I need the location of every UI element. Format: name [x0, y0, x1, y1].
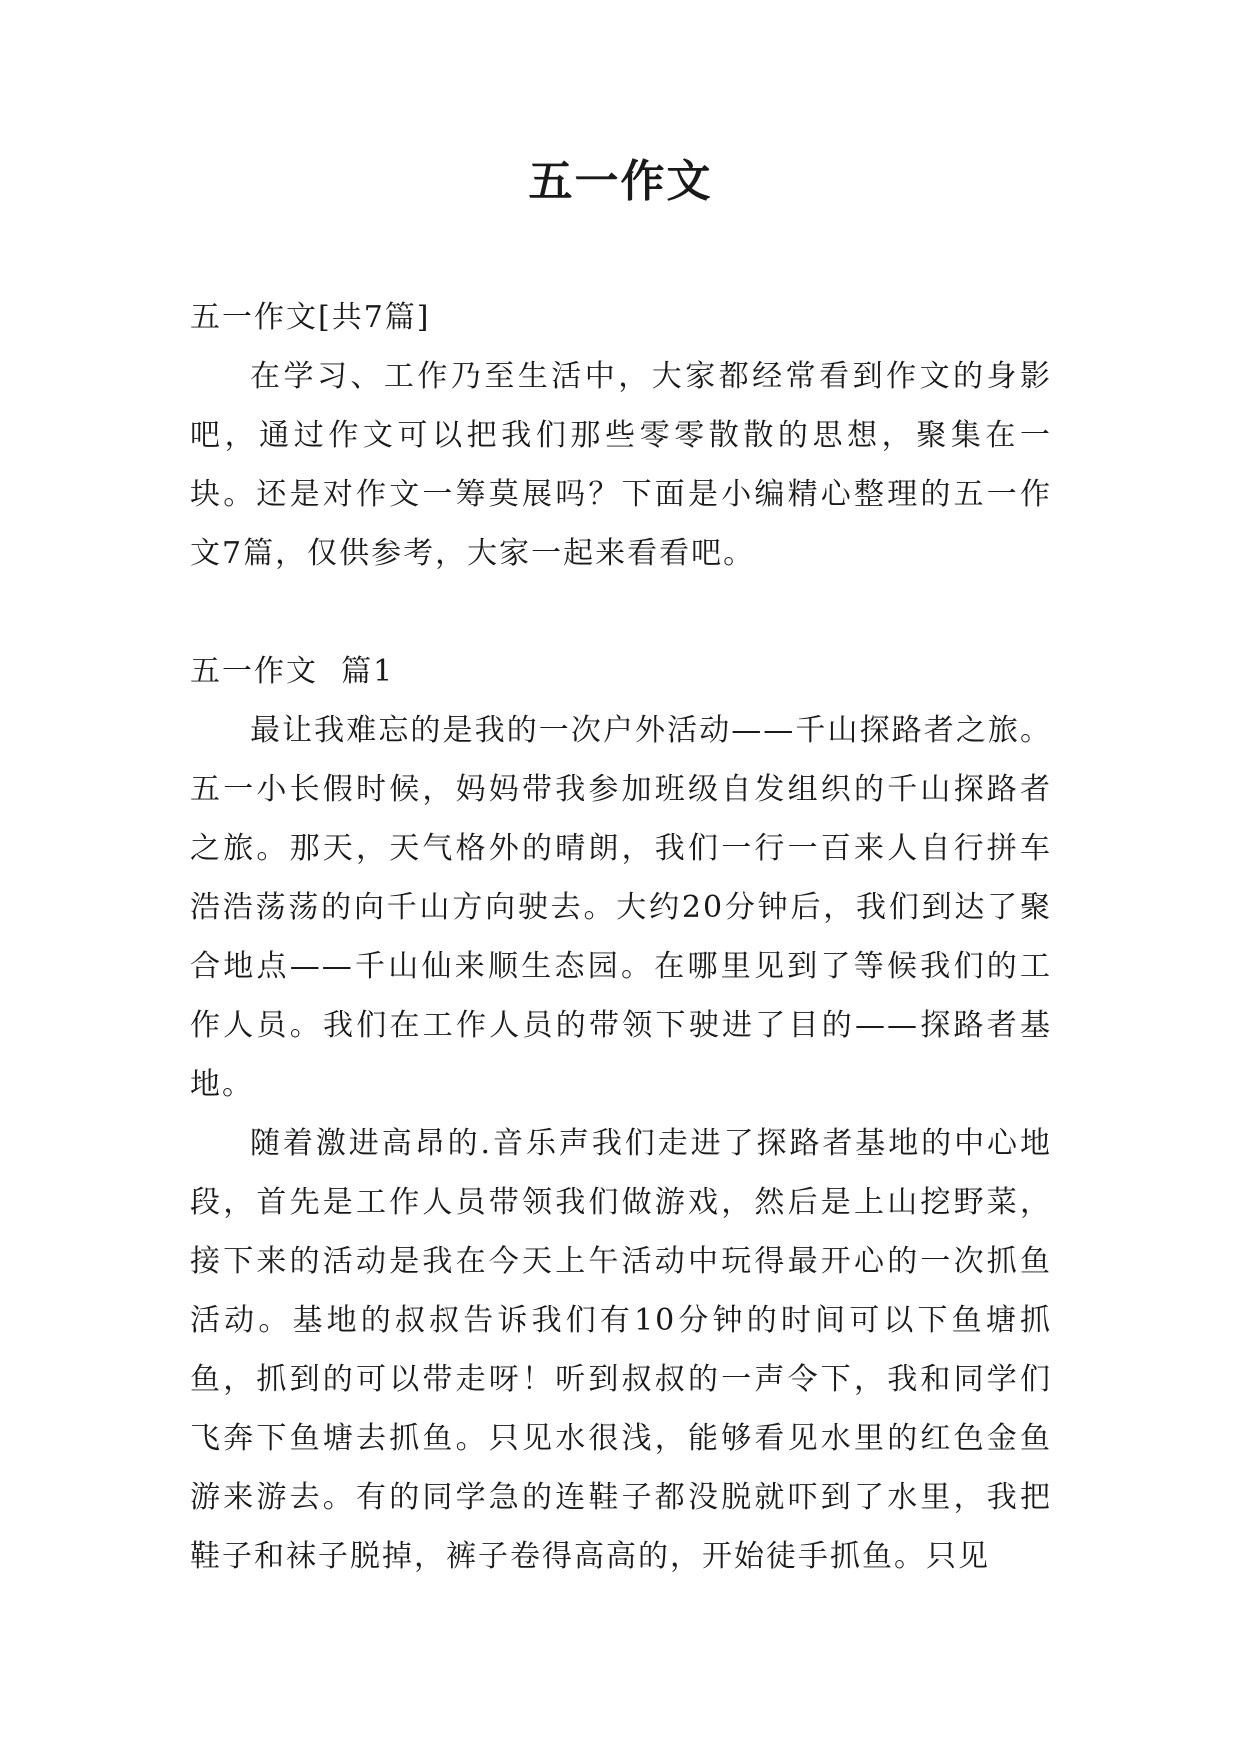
section-spacer — [190, 583, 1052, 642]
document-title: 五一作文 — [528, 156, 713, 207]
section-paragraph-1: 最让我难忘的是我的一次户外活动——千山探路者之旅。五一小长假时候，妈妈带我参加班级自发组织的千山探路者之旅。那天，天气格外的晴朗，我们一行一百来人自行拼车浩浩荡荡的向千山方向驶去。大约20分钟后，我们到达了聚合地点——千山仙来顺生态园。在哪里见到了等候我们的工作人员。我们在工作人员的带领下驶进了目的——探路者基地。 — [190, 713, 1052, 1102]
intro-paragraph: 在学习、工作乃至生活中，大家都经常看到作文的身影吧，通过作文可以把我们那些零零散散的思想，聚集在一块。还是对作文一筹莫展吗？下面是小编精心整理的五一作文7篇，仅供参考，大家一起来看看吧。 — [190, 359, 1052, 571]
section-heading: 五一作文 篇1 — [190, 654, 395, 689]
collection-subtitle: 五一作文[共7篇] — [190, 300, 431, 335]
document-body — [190, 288, 1052, 1586]
section-paragraph-2: 随着激进高昂的.音乐声我们走进了探路者基地的中心地段，首先是工作人员带领我们做游戏，然后是上山挖野菜，接下来的活动是我在今天上午活动中玩得最开心的一次抓鱼活动。基地的叔叔告诉我们有10分钟的时间可以下鱼塘抓鱼，抓到的可以带走呀！听到叔叔的一声令下，我和同学们飞奔下鱼塘去抓鱼。只见水很浅，能够看见水里的红色金鱼游来游去。有的同学急的连鞋子都没脱就吓到了水里，我把鞋子和袜子脱掉，裤子卷得高高的，开始徒手抓鱼。只见 — [190, 1126, 1052, 1574]
